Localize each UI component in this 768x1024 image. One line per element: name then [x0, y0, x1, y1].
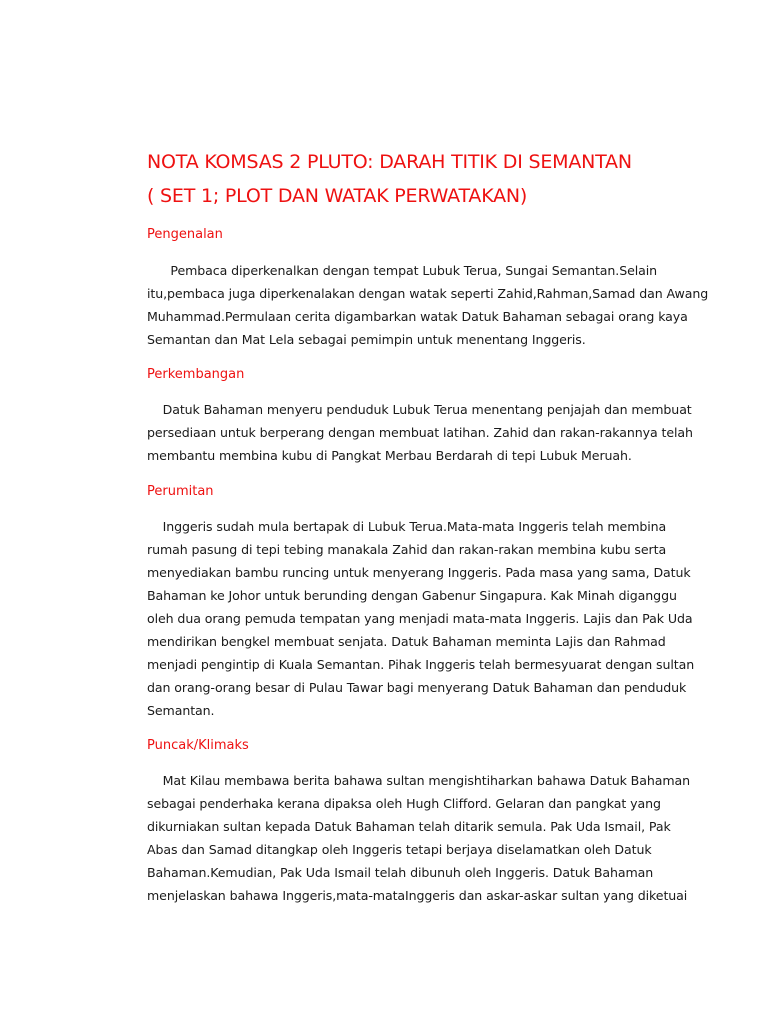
- title-line-1: NOTA KOMSAS 2 PLUTO: DARAH TITIK DI SEMANTAN: [147, 151, 632, 173]
- text-line: Mat Kilau membawa berita bahawa sultan mengishtiharkan bahawa Datuk Bahaman: [147, 773, 691, 788]
- text-line: Bahaman ke Johor untuk berunding dengan Gabenur Singapura. Kak Minah diganggu: [147, 588, 677, 603]
- text-line: oleh dua orang pemuda tempatan yang menjadi mata-mata Inggeris. Lajis dan Pak Uda: [147, 611, 693, 626]
- text-line: Semantan dan Mat Lela sebagai pemimpin untuk menentang Inggeris.: [147, 332, 586, 347]
- text-line: Muhammad.Permulaan cerita digambarkan watak Datuk Bahaman sebagai orang kaya: [147, 309, 688, 324]
- text-line: dikurniakan sultan kepada Datuk Bahaman telah ditarik semula. Pak Uda Ismail, Pak: [147, 819, 671, 834]
- text-line: itu,pembaca juga diperkenalakan dengan watak seperti Zahid,Rahman,Samad dan Awang: [147, 286, 709, 301]
- text-line: menjelaskan bahawa Inggeris,mata-mataInggeris dan askar-askar sultan yang diketuai: [147, 888, 688, 903]
- section-heading-perkembangan: Perkembangan: [147, 367, 245, 382]
- section-heading-pengenalan: Pengenalan: [147, 227, 223, 242]
- title-line-2: ( SET 1; PLOT DAN WATAK PERWATAKAN): [147, 185, 528, 207]
- text-line: dan orang-orang besar di Pulau Tawar bagi menyerang Datuk Bahaman dan penduduk: [147, 680, 687, 695]
- section-body-pengenalan: [147, 259, 707, 351]
- text-line: Datuk Bahaman menyeru penduduk Lubuk Terua menentang penjajah dan membuat: [147, 402, 692, 417]
- section-heading-perumitan: Perumitan: [147, 484, 214, 499]
- text-line: menjadi pengintip di Kuala Semantan. Pihak Inggeris telah bermesyuarat dengan sultan: [147, 657, 695, 672]
- section-body-perumitan: [147, 515, 707, 722]
- text-line: Semantan.: [147, 703, 215, 718]
- section-heading-puncak-klimaks: Puncak/Klimaks: [147, 738, 249, 753]
- text-line: rumah pasung di tepi tebing manakala Zahid dan rakan-rakan membina kubu serta: [147, 542, 667, 557]
- text-line: membantu membina kubu di Pangkat Merbau Berdarah di tepi Lubuk Meruah.: [147, 448, 632, 463]
- text-line: Inggeris sudah mula bertapak di Lubuk Terua.Mata-mata Inggeris telah membina: [147, 519, 667, 534]
- text-line: sebagai penderhaka kerana dipaksa oleh Hugh Clifford. Gelaran dan pangkat yang: [147, 796, 661, 811]
- text-line: Abas dan Samad ditangkap oleh Inggeris tetapi berjaya diselamatkan oleh Datuk: [147, 842, 652, 857]
- text-line: mendirikan bengkel membuat senjata. Datuk Bahaman meminta Lajis dan Rahmad: [147, 634, 666, 649]
- section-body-puncak-klimaks: [147, 769, 707, 907]
- text-line: Pembaca diperkenalkan dengan tempat Lubuk Terua, Sungai Semantan.Selain: [147, 263, 658, 278]
- text-line: menyediakan bambu runcing untuk menyerang Inggeris. Pada masa yang sama, Datuk: [147, 565, 691, 580]
- text-line: Bahaman.Kemudian, Pak Uda Ismail telah dibunuh oleh Inggeris. Datuk Bahaman: [147, 865, 654, 880]
- document-title: [147, 145, 747, 213]
- text-line: persediaan untuk berperang dengan membuat latihan. Zahid dan rakan-rakannya telah: [147, 425, 693, 440]
- section-body-perkembangan: [147, 398, 707, 467]
